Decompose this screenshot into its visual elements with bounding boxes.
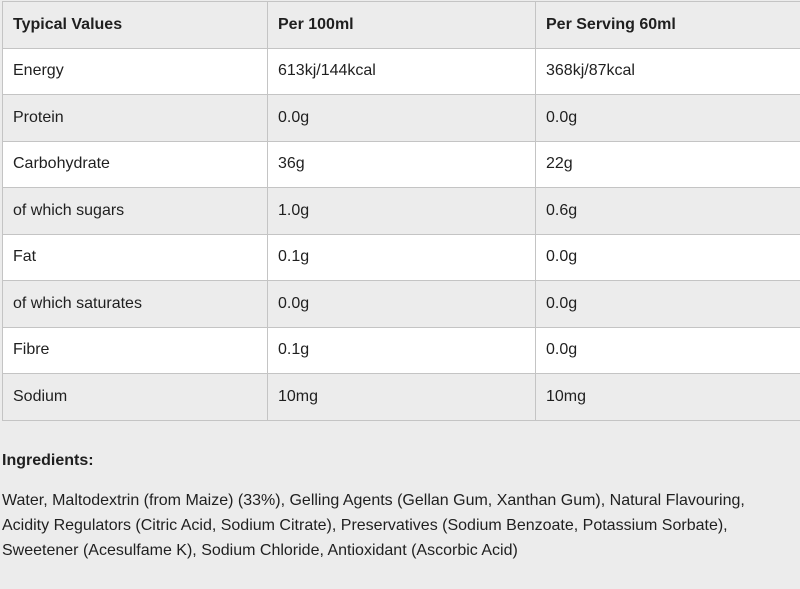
table-row	[3, 95, 800, 142]
nutrient-name: of which sugars	[3, 188, 268, 235]
per-100ml-value: 0.0g	[268, 281, 536, 328]
table-row	[3, 48, 800, 95]
per-100ml-value: 0.1g	[268, 234, 536, 281]
ingredients-line: Sweetener (Acesulfame K), Sodium Chloride, Antioxidant (Ascorbic Acid)	[2, 542, 518, 559]
table-row	[3, 141, 800, 188]
nutrient-name: Protein	[3, 95, 268, 142]
nutrient-name: Fat	[3, 234, 268, 281]
per-100ml-value: 36g	[268, 141, 536, 188]
ingredients-heading: Ingredients:	[2, 452, 94, 469]
nutrient-name: Energy	[3, 48, 268, 95]
ingredients-line: Acidity Regulators (Citric Acid, Sodium Citrate), Preservatives (Sodium Benzoate, Potassium Sorbate),	[2, 517, 728, 534]
ingredients-list	[2, 488, 798, 563]
nutrient-name: Fibre	[3, 327, 268, 374]
table-header-row	[3, 2, 800, 49]
per-serving-value: 0.0g	[536, 281, 800, 328]
per-serving-value: 0.0g	[536, 95, 800, 142]
table-row	[3, 327, 800, 374]
ingredients-line: Water, Maltodextrin (from Maize) (33%), Gelling Agents (Gellan Gum, Xanthan Gum), Natural Flavouring,	[2, 492, 745, 509]
header-per-100ml: Per 100ml	[268, 2, 536, 49]
per-serving-value: 22g	[536, 141, 800, 188]
header-typical-values: Typical Values	[3, 2, 268, 49]
per-serving-value: 0.0g	[536, 327, 800, 374]
header-per-serving: Per Serving 60ml	[536, 2, 800, 49]
table-row	[3, 281, 800, 328]
per-serving-value: 0.0g	[536, 234, 800, 281]
per-serving-value: 10mg	[536, 374, 800, 421]
per-100ml-value: 0.1g	[268, 327, 536, 374]
nutrition-table	[2, 1, 800, 421]
per-serving-value: 0.6g	[536, 188, 800, 235]
per-100ml-value: 0.0g	[268, 95, 536, 142]
per-serving-value: 368kj/87kcal	[536, 48, 800, 95]
per-100ml-value: 1.0g	[268, 188, 536, 235]
nutrient-name: of which saturates	[3, 281, 268, 328]
table-row	[3, 234, 800, 281]
nutrient-name: Carbohydrate	[3, 141, 268, 188]
table-row	[3, 188, 800, 235]
per-100ml-value: 613kj/144kcal	[268, 48, 536, 95]
table-row	[3, 374, 800, 421]
nutrient-name: Sodium	[3, 374, 268, 421]
per-100ml-value: 10mg	[268, 374, 536, 421]
